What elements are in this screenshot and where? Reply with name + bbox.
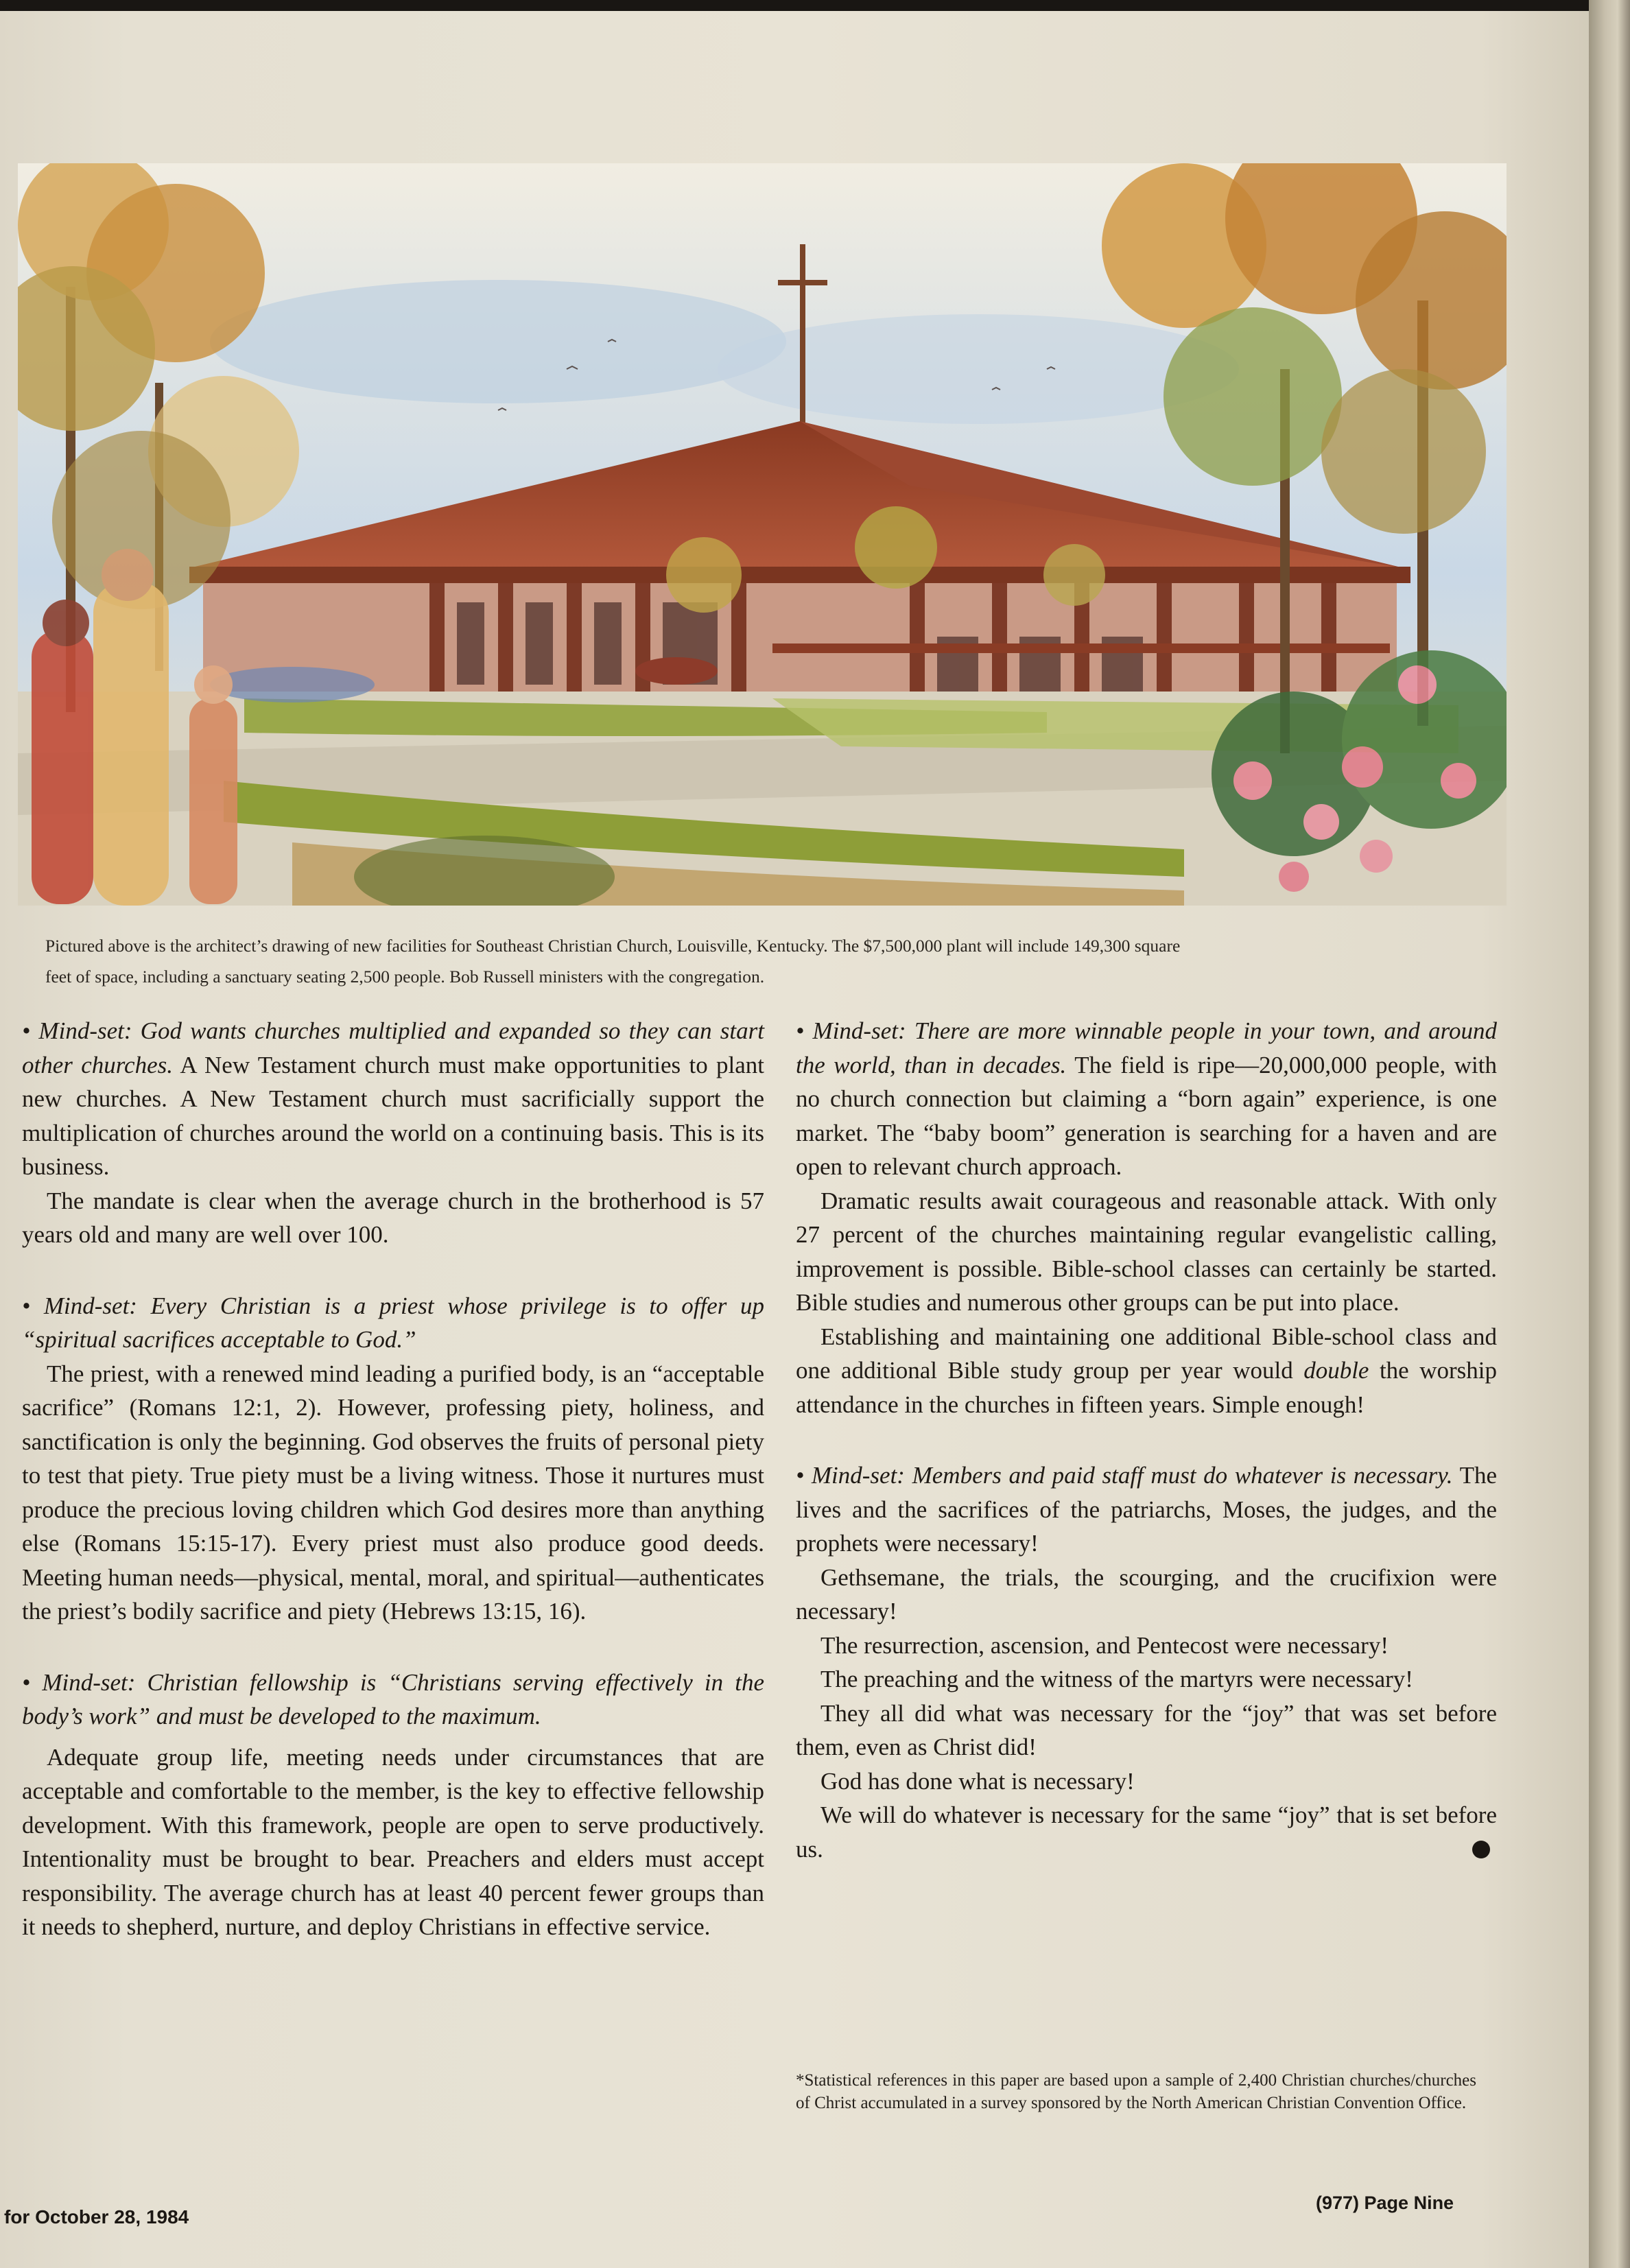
mindset-paragraph xyxy=(796,1014,1497,1184)
mindset-heading: • Mind-set: Christian fellowship is “Christians serving effectively in the body’s work” and must be developed to the maximum. xyxy=(22,1668,764,1729)
paragraph: The preaching and the witness of the martyrs were necessary! xyxy=(820,1666,1413,1692)
photo-caption xyxy=(45,930,1493,992)
paragraph: We will do whatever is necessary for the same “joy” that is set before us. xyxy=(796,1802,1497,1863)
paragraph: Dramatic results await courageous and reasonable attack. With only 27 percent of the churches maintaining regular evangelistic calling, improvement is possible. Bible-school classes can certainly be started. Bible studies and numerous other groups can be put into place. xyxy=(796,1187,1497,1316)
paragraph-text: The field is ripe—20,000,000 people, with no church connection but claiming a “born again” experience, is one market. The “baby boom” generation is searching for a haven and are open to relevant church approach. xyxy=(796,1051,1497,1180)
footnote: *Statistical references in this paper are based upon a sample of 2,400 Christian churches/churches of Christ accumulated in a survey sponsored by the North American Christian Convention Office. xyxy=(796,2071,1476,2112)
paragraph: Establishing and maintaining one additional Bible-school class and one additional Bible study group per year would double the worship attendance in the churches in fifteen years. Simple enough! xyxy=(796,1323,1497,1418)
church-illustration xyxy=(18,163,1507,906)
caption-line-2: feet of space, including a sanctuary seating 2,500 people. Bob Russell ministers with the congregation. xyxy=(45,967,765,987)
caption-line-1: Pictured above is the architect’s drawing of new facilities for Southeast Christian Church, Louisville, Kentucky. The $7,500,000 plant will include 149,300 square xyxy=(45,936,1181,956)
emphasis-double: double xyxy=(1303,1357,1369,1384)
mindset-heading: • Mind-set: Every Christian is a priest whose privilege is to offer up “spiritual sacrifices acceptable to God.” xyxy=(22,1292,764,1353)
paragraph-text: A New Testament church must make opportunities to plant new churches. A New Testament church must sacrificially support the multiplication of churches around the world on a continuing basis. This is its business. xyxy=(22,1051,764,1180)
paragraph: God has done what is necessary! xyxy=(820,1767,1135,1795)
mindset-heading: • Mind-set: Members and paid staff must do whatever is necessary. xyxy=(796,1462,1453,1489)
paragraph: Gethsemane, the trials, the scourging, and the crucifixion were necessary! xyxy=(796,1563,1497,1625)
paragraph: The resurrection, ascension, and Pentecost were necessary! xyxy=(820,1631,1389,1659)
paragraph: Adequate group life, meeting needs under circumstances that are acceptable and comfortable to the member, is the key to effective fellowship development. With this framework, people are open to serve productively. Intentionality must be brought to bear. Preachers and elders must accept responsibility. The average church has at least 40 percent fewer groups than it needs to shepherd, nurture, and deploy Christians in effective service. xyxy=(22,1743,764,1940)
architect-drawing xyxy=(18,163,1507,906)
paragraph-text: The lives and the sacrifices of the patriarchs, Moses, the judges, and the prophets were necessary! xyxy=(796,1462,1497,1557)
issue-date: for October 28, 1984 xyxy=(4,2206,189,2228)
paragraph: They all did what was necessary for the “joy” that was set before them, even as Christ did! xyxy=(796,1699,1497,1760)
right-column xyxy=(796,1014,1497,1866)
binding-edge xyxy=(1589,0,1630,2268)
paragraph: The priest, with a renewed mind leading a purified body, is an “acceptable sacrifice” (Romans 12:1, 2). However, professing piety, holiness, and sanctification is only the beginning. God observes the fruits of personal piety to test that piety. True piety must be a living witness. Those it nurtures must produce the precious loving children which God desires more than anything else (Romans 15:15-17). Every priest must also produce good deeds. Meeting human needs—physical, mental, moral, and spiritual—authenticates the priest’s bodily sacrifice and piety (Hebrews 13:15, 16). xyxy=(22,1360,764,1625)
magazine-page xyxy=(0,11,1609,2268)
left-column xyxy=(22,1014,764,1944)
paragraph: The mandate is clear when the average church in the brotherhood is 57 years old and many are well over 100. xyxy=(22,1187,764,1248)
mindset-paragraph xyxy=(796,1458,1497,1561)
mindset-paragraph xyxy=(22,1014,764,1184)
mindset-heading: • Mind-set: There are more winnable people in your town, and around the world, than in decades. xyxy=(796,1017,1497,1078)
end-mark-bullet xyxy=(1472,1841,1490,1858)
mindset-heading: • Mind-set: God wants churches multiplied and expanded so they can start other churches. xyxy=(22,1017,764,1078)
page-number: (977) Page Nine xyxy=(1316,2193,1454,2213)
